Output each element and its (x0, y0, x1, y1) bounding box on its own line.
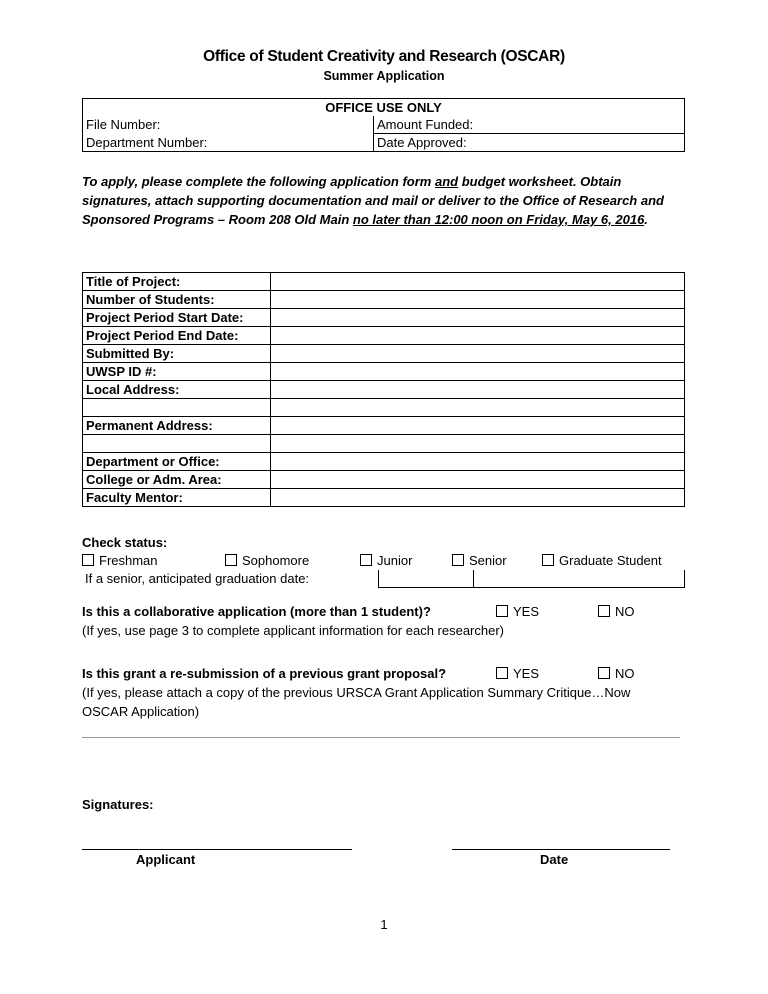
project-field-value[interactable] (271, 399, 685, 417)
graduation-date-table (82, 570, 685, 588)
project-field-value[interactable] (271, 489, 685, 507)
instructions-and: and (434, 174, 459, 189)
project-field-row (83, 345, 685, 363)
project-field-value[interactable] (271, 273, 685, 291)
checkbox-icon[interactable] (496, 667, 508, 679)
checkbox-icon[interactable] (452, 554, 464, 566)
project-field-row (83, 273, 685, 291)
project-field-value[interactable] (271, 309, 685, 327)
project-field-label: Faculty Mentor: (83, 489, 271, 507)
checkbox-icon[interactable] (598, 667, 610, 679)
collaborative-yes-label: YES (513, 604, 540, 619)
status-option-label: Senior (469, 553, 507, 568)
applicant-label: Applicant (136, 852, 196, 867)
instructions-period: . (644, 212, 648, 227)
checkbox-icon[interactable] (225, 554, 237, 566)
project-field-value[interactable] (271, 381, 685, 399)
project-field-row (83, 327, 685, 345)
project-field-label: Project Period Start Date: (83, 309, 271, 327)
resubmission-yes[interactable] (496, 666, 539, 681)
project-field-value[interactable] (271, 345, 685, 363)
checkbox-icon[interactable] (542, 554, 554, 566)
status-option-label: Sophomore (242, 553, 310, 568)
collaborative-no-label: NO (615, 604, 635, 619)
project-field-value[interactable] (271, 417, 685, 435)
instructions-deadline: no later than 12:00 noon on Friday, May 6, (352, 212, 616, 227)
checkbox-icon[interactable] (360, 554, 372, 566)
project-field-value[interactable] (271, 471, 685, 489)
status-junior[interactable] (360, 553, 412, 568)
status-freshman[interactable] (82, 553, 158, 568)
project-field-value[interactable] (271, 327, 685, 345)
page-subtitle: Summer Application (323, 69, 445, 83)
project-field-label: Department or Office: (83, 453, 271, 471)
applicant-signature-line[interactable] (82, 849, 352, 850)
file-number-label: File Number: (83, 116, 374, 134)
resubmission-note-1: (If yes, please attach a copy of the previous URSCA Grant Application Summary Critique…Now (82, 685, 631, 700)
graduation-date-label: If a senior, anticipated graduation date: (85, 571, 310, 587)
graduation-date-field-2[interactable] (474, 570, 685, 588)
status-option-label: Junior (377, 553, 413, 568)
instructions-text-2: budget worksheet. Obtain signatures, attach supporting documentation and mail or deliver to the Office of Research and Sponsored Programs – Room 208 Old Main (82, 174, 664, 227)
project-info-table (82, 272, 685, 507)
project-field-label: Project Period End Date: (83, 327, 271, 345)
project-field-label (83, 399, 271, 417)
collaborative-note: (If yes, use page 3 to complete applicant information for each researcher) (82, 623, 504, 638)
resubmission-yes-label: YES (513, 666, 540, 681)
project-field-value[interactable] (271, 291, 685, 309)
project-field-label (83, 435, 271, 453)
project-field-row (83, 363, 685, 381)
collaborative-no[interactable] (598, 604, 635, 619)
date-label: Date (540, 852, 569, 867)
project-field-label: Local Address: (83, 381, 271, 399)
project-field-row (83, 453, 685, 471)
project-field-row (83, 489, 685, 507)
checkbox-icon[interactable] (82, 554, 94, 566)
resubmission-question: Is this grant a re-submission of a previous grant proposal? (82, 666, 447, 681)
project-field-label: Permanent Address: (83, 417, 271, 435)
date-approved-label: Date Approved: (374, 134, 685, 152)
collaborative-yes[interactable] (496, 604, 539, 619)
instructions-text: To apply, please complete the following application form (82, 174, 435, 189)
project-field-label: Submitted By: (83, 345, 271, 363)
signatures-heading: Signatures: (82, 797, 154, 812)
instructions-deadline-year: 2016 (615, 212, 645, 227)
project-field-label: Title of Project: (83, 273, 271, 291)
office-use-table (82, 98, 685, 152)
project-field-value[interactable] (271, 453, 685, 471)
instructions-paragraph (82, 172, 682, 229)
project-field-value[interactable] (271, 363, 685, 381)
project-field-row (83, 309, 685, 327)
status-graduate[interactable] (542, 553, 662, 568)
project-field-label: College or Adm. Area: (83, 471, 271, 489)
date-signature-line[interactable] (452, 849, 670, 850)
project-field-row (83, 381, 685, 399)
resubmission-no[interactable] (598, 666, 635, 681)
status-option-label: Graduate Student (559, 553, 662, 568)
status-senior[interactable] (452, 553, 507, 568)
project-field-row (83, 471, 685, 489)
collaborative-question: Is this a collaborative application (more than 1 student)? (82, 604, 431, 619)
checkbox-icon[interactable] (496, 605, 508, 617)
project-field-row (83, 291, 685, 309)
page-title: Office of Student Creativity and Research (OSCAR) (203, 48, 565, 65)
project-field-label: UWSP ID #: (83, 363, 271, 381)
resubmission-note-2: OSCAR Application) (82, 704, 200, 719)
project-field-label: Number of Students: (83, 291, 271, 309)
status-sophomore[interactable] (225, 553, 309, 568)
graduation-date-field[interactable] (379, 570, 474, 588)
project-field-row (83, 399, 685, 417)
checkbox-icon[interactable] (598, 605, 610, 617)
status-option-label: Freshman (99, 553, 158, 568)
amount-funded-label: Amount Funded: (374, 116, 685, 134)
office-use-heading: OFFICE USE ONLY (83, 99, 685, 117)
project-field-value[interactable] (271, 435, 685, 453)
department-number-label: Department Number: (83, 134, 374, 152)
check-status-label: Check status: (82, 535, 168, 550)
project-field-row (83, 417, 685, 435)
page-number: 1 (380, 917, 388, 932)
section-divider (82, 737, 680, 738)
resubmission-no-label: NO (615, 666, 635, 681)
project-field-row (83, 435, 685, 453)
